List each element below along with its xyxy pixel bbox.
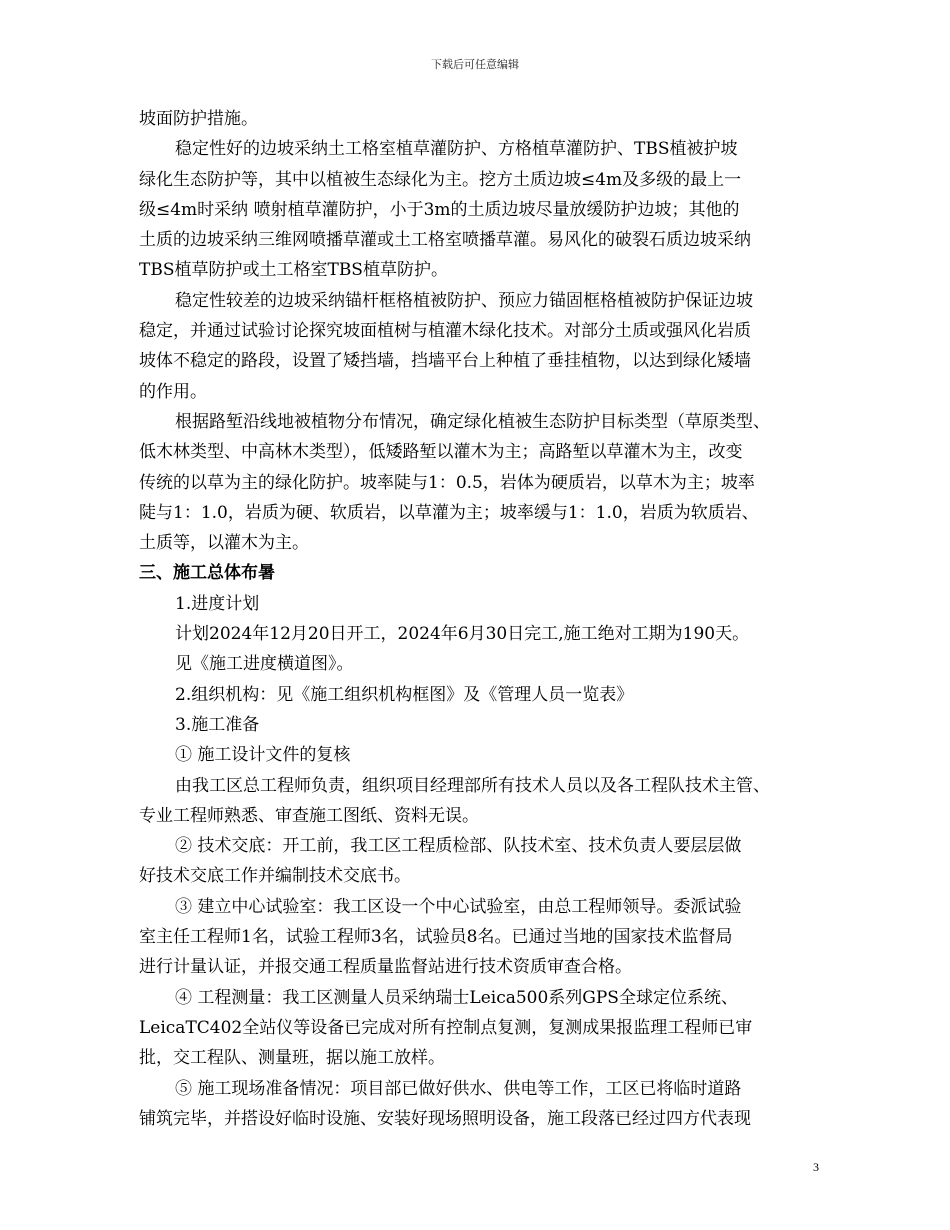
text-line: ③ 建立中心试验室：我工区设一个中心试验室，由总工程师领导。委派试验 xyxy=(175,896,742,917)
text-line: 坡面防护措施。 xyxy=(139,109,258,129)
text-line: 铺筑完毕，并搭设好临时设施、安装好现场照明设备，施工段落已经过四方代表现 xyxy=(139,1108,751,1129)
text-line: 坡体不稳定的路段，设置了矮挡墙，挡墙平台上种植了垂挂植物，以达到绿化矮墙 xyxy=(139,351,751,372)
text-line: 低木林类型、中高林木类型），低矮路堑以灌木为主；高路堑以草灌木为主，改变 xyxy=(139,442,743,463)
text-line: 批，交工程队、测量班，据以施工放样。 xyxy=(139,1048,445,1069)
text-line: 级≤4m时采纳 喷射植草灌防护，小于3m的土质边坡尽量放缓防护边坡；其他的 xyxy=(139,199,740,220)
text-line: ② 技术交底：开工前，我工区工程质检部、队技术室、技术负责人要层层做 xyxy=(175,836,742,857)
text-line: 绿化生态防护等，其中以植被生态绿化为主。挖方土质边坡≤4m及多级的最上一 xyxy=(139,169,742,190)
text-line: 1.进度计划 xyxy=(175,593,260,614)
text-line: 2.组织机构：见《施工组织机构框图》及《管理人员一览表》 xyxy=(175,684,634,705)
text-line: 根据路堑沿线地被植物分布情况，确定绿化植被生态防护目标类型（草原类型、 xyxy=(175,411,770,432)
text-line: 专业工程师熟悉、审查施工图纸、资料无误。 xyxy=(139,805,479,826)
text-line: 见《施工进度横道图》。 xyxy=(175,654,354,675)
page-header: 下载后可任意编辑 xyxy=(431,58,519,71)
text-line: 计划2024年12月20日开工，2024年6月30日完工,施工绝对工期为190天。 xyxy=(175,624,750,645)
text-line: ⑤ 施工现场准备情况：项目部已做好供水、供电等工作，工区已将临时道路 xyxy=(175,1078,742,1099)
text-line: LeicaTC402全站仪等设备已完成对所有控制点复测，复测成果报监理工程师已审 xyxy=(139,1017,753,1038)
text-line: 传统的以草为主的绿化防护。坡率陡与1：0.5，岩体为硬质岩，以草木为主；坡率 xyxy=(139,472,755,493)
text-line: ① 施工设计文件的复核 xyxy=(175,745,351,766)
text-line: 土质的边坡采纳三维网喷播草灌或土工格室喷播草灌。易风化的破裂石质边坡采纳 xyxy=(139,230,751,251)
text-line: 稳定性好的边坡采纳土工格室植草灌防护、方格植草灌防护、TBS植被护坡 xyxy=(175,139,738,160)
page-number: 3 xyxy=(813,1160,819,1174)
section-heading: 三、施工总体布暑 xyxy=(139,563,275,584)
body-text xyxy=(139,104,815,1134)
text-line: ④ 工程测量：我工区测量人员采纳瑞士Leica500系列GPS全球定位系统、 xyxy=(175,987,738,1008)
text-line: 土质等，以灌木为主。 xyxy=(139,533,309,554)
text-line: 的作用。 xyxy=(139,381,207,402)
text-line: 稳定性较差的边坡采纳锚杆框格植被防护、预应力锚固框格植被防护保证边坡 xyxy=(175,290,753,311)
text-line: 室主任工程师1名，试验工程师3名，试验员8名。已通过当地的国家技术监督局 xyxy=(139,927,733,948)
text-line: 稳定，并通过试验讨论探究坡面植树与植灌木绿化技术。对部分土质或强风化岩质 xyxy=(139,321,751,342)
text-line: TBS植草防护或土工格室TBS植草防护。 xyxy=(139,260,448,281)
text-line: 由我工区总工程师负责，组织项目经理部所有技术人员以及各工程队技术主管、 xyxy=(175,775,770,796)
text-line: 好技术交底工作并编制技术交底书。 xyxy=(139,866,411,887)
text-line: 进行计量认证，并报交通工程质量监督站进行技术资质审查合格。 xyxy=(139,957,632,978)
text-line: 陡与1：1.0，岩质为硬、软质岩，以草灌为主；坡率缓与1：1.0，岩质为软质岩、 xyxy=(139,502,759,523)
text-line: 3.施工准备 xyxy=(175,714,260,735)
